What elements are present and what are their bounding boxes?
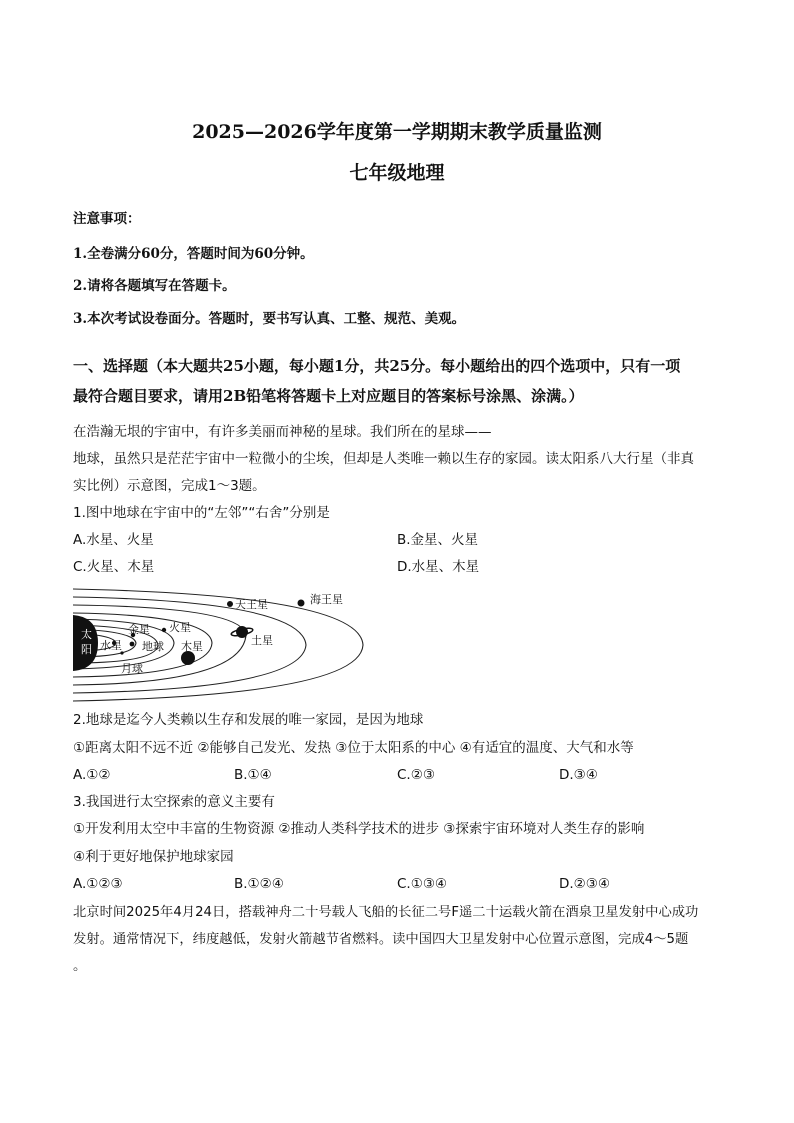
saturn-dot <box>236 626 248 638</box>
neptune-dot <box>298 600 305 607</box>
q3-option-b: B.①②④ <box>234 876 284 892</box>
q2-statements: ①距离太阳不远不近 ②能够自己发光、发热 ③位于太阳系的中心 ④有适宜的温度、大气和水等 <box>73 740 634 756</box>
jupiter-dot <box>181 651 195 665</box>
mars-label: 火星 <box>169 621 191 634</box>
exam-subtitle: 七年级地理 <box>349 162 445 184</box>
mercury-label: 水星 <box>100 639 122 652</box>
uranus-label: 天王星 <box>235 598 268 611</box>
intro2-line3: 。 <box>73 958 87 974</box>
q2-option-a: A.①② <box>73 767 111 783</box>
notice-item-3: 3.本次考试设卷面分。答题时，要书写认真、工整、规范、美观。 <box>73 311 466 327</box>
intro1-line1: 在浩瀚无垠的宇宙中，有许多美丽而神秘的星球。我们所在的星球—— <box>73 424 492 440</box>
q1-option-a: A.水星、火星 <box>73 532 154 548</box>
earth-label: 地球 <box>142 640 164 653</box>
moon-label: 月球 <box>121 662 143 675</box>
earth-dot <box>130 642 135 647</box>
saturn-label: 土星 <box>251 634 273 647</box>
q1-option-b: B.金星、火星 <box>397 532 479 548</box>
notice-item-2: 2.请将各题填写在答题卡。 <box>73 278 236 294</box>
q3-statements-line2: ④利于更好地保护地球家园 <box>73 849 234 865</box>
q3-option-d: D.②③④ <box>559 876 610 892</box>
notice-heading: 注意事项： <box>73 211 141 227</box>
intro1-line3: 实比例）示意图，完成1～3题。 <box>73 478 266 494</box>
q2-option-c: C.②③ <box>397 767 435 783</box>
intro1-line2: 地球，虽然只是茫茫宇宙中一粒微小的尘埃，但却是人类唯一赖以生存的家园。读太阳系八大行星（非真 <box>73 451 694 467</box>
section-heading-line2: 最符合题目要求，请用2B铅笔将答题卡上对应题目的答案标号涂黑、涂满。） <box>73 387 584 405</box>
q2-stem: 2.地球是迄今人类赖以生存和发展的唯一家园，是因为地球 <box>73 712 424 728</box>
q3-stem: 3.我国进行太空探索的意义主要有 <box>73 794 275 810</box>
venus-label: 金星 <box>128 623 150 636</box>
mars-dot <box>162 628 166 632</box>
notice-item-1: 1.全卷满分60分，答题时间为60分钟。 <box>73 246 314 262</box>
sun-label-bottom: 阳 <box>81 643 92 656</box>
q3-option-a: A.①②③ <box>73 876 123 892</box>
exam-title: 2025—2026学年度第一学期期末教学质量监测 <box>192 121 602 143</box>
q3-statements-line1: ①开发利用太空中丰富的生物资源 ②推动人类科学技术的进步 ③探索宇宙环境对人类生存的影响 <box>73 821 645 837</box>
q1-option-c: C.火星、木星 <box>73 559 155 575</box>
intro2-line2: 发射。通常情况下，纬度越低，发射火箭越节省燃料。读中国四大卫星发射中心位置示意图，完成4～5题 <box>73 932 689 947</box>
jupiter-label: 木星 <box>181 640 203 653</box>
q1-option-d: D.水星、木星 <box>397 559 480 575</box>
q2-option-d: D.③④ <box>559 767 598 783</box>
q2-option-b: B.①④ <box>234 767 272 783</box>
neptune-label: 海王星 <box>310 593 343 606</box>
sun-label-top: 太 <box>81 628 92 641</box>
section-heading-line1: 一、选择题（本大题共25小题，每小题1分，共25分。每小题给出的四个选项中，只有一项 <box>73 357 681 375</box>
q3-option-c: C.①③④ <box>397 876 448 892</box>
intro2-line1: 北京时间2025年4月24日，搭载神舟二十号载人飞船的长征二号F遥二十运载火箭在酒泉卫星发射中心成功 <box>73 905 699 920</box>
solar-system-diagram <box>70 583 370 705</box>
q1-stem: 1.图中地球在宇宙中的“左邻”“右舍”分别是 <box>73 505 330 521</box>
uranus-dot <box>227 601 233 607</box>
